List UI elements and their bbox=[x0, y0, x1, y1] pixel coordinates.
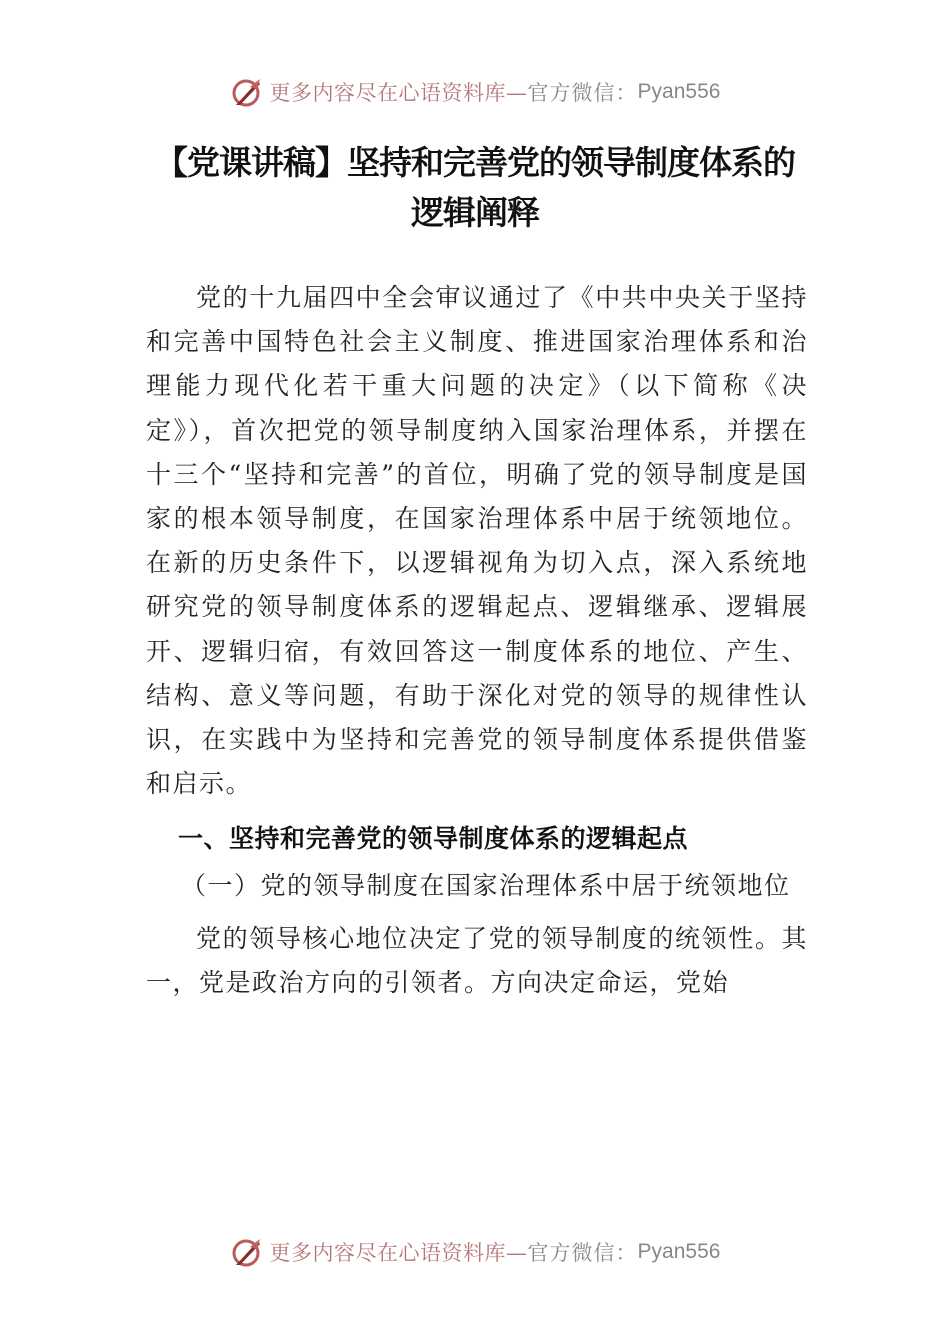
quill-logo-icon bbox=[230, 75, 264, 109]
title-line-2: 逻辑阐释 bbox=[411, 193, 539, 232]
footer-wechat-id: Pyan556 bbox=[637, 1240, 721, 1263]
paragraph-2: 党的领导核心地位决定了党的领导制度的统领性。其一，党是政治方向的引领者。方向决定命运，党始 bbox=[146, 923, 808, 997]
quill-logo-icon bbox=[230, 1235, 264, 1269]
footer-banner bbox=[0, 1232, 950, 1272]
header-banner bbox=[0, 72, 950, 112]
document-body bbox=[146, 276, 808, 1005]
wechat-id: Pyan556 bbox=[637, 80, 721, 103]
footer-banner-text: 更多内容尽在心语资料库— bbox=[269, 1241, 528, 1265]
paragraph-intro: 党的十九届四中全会审议通过了《中共中央关于坚持和完善中国特色社会主义制度、推进国家治理体系和治理能力现代化若干重大问题的决定》（以下简称《决定》），首次把党的领导制度纳入国家治理体系，并摆在十三个“坚持和完善”的首位，明确了党的领导制度是国家的根本领导制度，在国家治理体系中居于统领地位。在新的历史条件下，以逻辑视角为切入点，深入系统地研究党的领导制度体系的逻辑起点、逻辑继承、逻辑展开、逻辑归宿，有效回答这一制度体系的地位、产生、结构、意义等问题，有助于深化对党的领导的规律性认识，在实践中为坚持和完善党的领导制度体系提供借鉴和启示。 bbox=[146, 283, 808, 799]
document-title bbox=[120, 138, 830, 238]
footer-wechat-label: 官方微信： bbox=[527, 1241, 638, 1265]
banner-text: 更多内容尽在心语资料库— bbox=[269, 81, 528, 105]
title-line-1: 【党课讲稿】坚持和完善党的领导制度体系的 bbox=[155, 143, 795, 182]
section-heading-1: 一、坚持和完善党的领导制度体系的逻辑起点 bbox=[178, 824, 689, 854]
wechat-label: 官方微信： bbox=[527, 81, 638, 105]
subsection-heading-1: （一）党的领导制度在国家治理体系中居于统领地位 bbox=[181, 871, 791, 901]
